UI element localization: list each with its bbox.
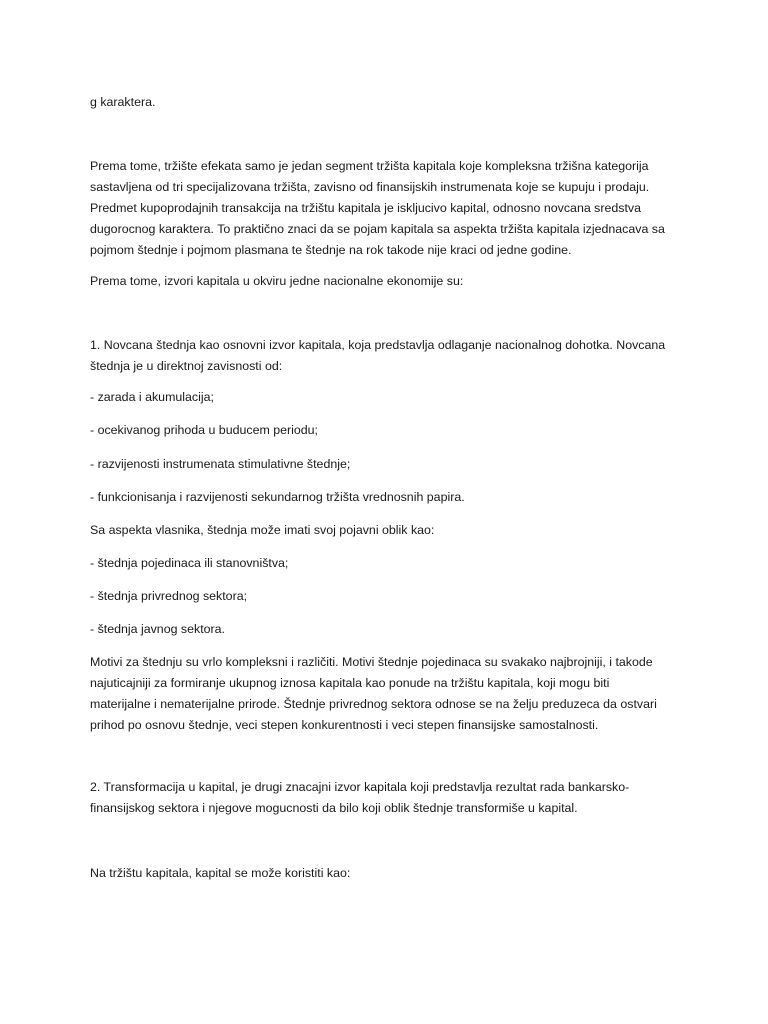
paragraph-8 [90, 863, 690, 884]
list-item [90, 420, 690, 441]
paragraph-4 [90, 335, 690, 377]
text-line: - ocekivanog prihoda u buducem periodu; [90, 423, 318, 437]
text-line: g karaktera. [90, 95, 156, 109]
paragraph-6 [90, 652, 690, 736]
text-line: Prema tome, izvori kapitala u okviru jedne nacionalne ekonomije su: [90, 274, 464, 288]
text-line: materijalne i nematerijalne prirode. Štednje privrednog sektora odnose se na želju preduzeca da ostvari [90, 697, 657, 711]
text-line: - štednja javnog sektora. [90, 622, 225, 636]
text-line: finansijskog sektora i njegove mogucnosti da bilo koji oblik štednje transformiše u kapital. [90, 801, 578, 815]
list-item [90, 553, 690, 574]
text-line: Prema tome, tržište efekata samo je jedan segment tržišta kapitala koje kompleksna tržišna kategorija [90, 159, 649, 173]
text-line: Motivi za štednju su vrlo kompleksni i različiti. Motivi štednje pojedinaca su svakako najbrojniji, i takode [90, 655, 653, 669]
list-item [90, 619, 690, 640]
text-line: Na tržištu kapitala, kapital se može koristiti kao: [90, 866, 351, 880]
paragraph-1 [90, 92, 690, 113]
text-line: - razvijenosti instrumenata stimulativne štednje; [90, 457, 351, 471]
text-line: pojmom štednje i pojmom plasmana te štednje na rok takode nije kraci od jedne godine. [90, 243, 572, 257]
text-line: 1. Novcana štednja kao osnovni izvor kapitala, koja predstavlja odlaganje nacionalnog dohotka. Novcana [90, 338, 666, 352]
text-line: - štednja pojedinaca ili stanovništva; [90, 556, 289, 570]
text-line: - zarada i akumulacija; [90, 390, 214, 404]
text-line: najuticajniji za formiranje ukupnog iznosa kapitala kao ponude na tržištu kapitala, koji mogu biti [90, 676, 610, 690]
text-line: dugorocnog karaktera. To praktično znaci da se pojam kapitala sa aspekta tržišta kapitala izjednacava sa [90, 222, 665, 236]
text-line: sastavljena od tri specijalizovana tržišta, zavisno od finansijskih instrumenata koje se kupuju i prodaju. [90, 180, 650, 194]
list-item [90, 487, 690, 508]
text-line: 2. Transformacija u kapital, je drugi znacajni izvor kapitala koji predstavlja rezultat rada bankarsko- [90, 780, 630, 794]
list-item [90, 387, 690, 408]
text-line: Sa aspekta vlasnika, štednja može imati svoj pojavni oblik kao: [90, 523, 435, 537]
text-line: štednja je u direktnoj zavisnosti od: [90, 359, 283, 373]
list-item [90, 454, 690, 475]
text-line: - štednja privrednog sektora; [90, 589, 248, 603]
list-item [90, 586, 690, 607]
text-line: prihod po osnovu štednje, veci stepen konkurentnosti i veci stepen finansijske samostalnosti. [90, 718, 599, 732]
paragraph-7 [90, 777, 690, 819]
paragraph-3 [90, 271, 690, 292]
text-line: - funkcionisanja i razvijenosti sekundarnog tržišta vrednosnih papira. [90, 490, 465, 504]
paragraph-2 [90, 156, 690, 261]
paragraph-5 [90, 520, 690, 541]
text-line: Predmet kupoprodajnih transakcija na tržištu kapitala je iskljucivo kapital, odnosno novcana sredstva [90, 201, 641, 215]
